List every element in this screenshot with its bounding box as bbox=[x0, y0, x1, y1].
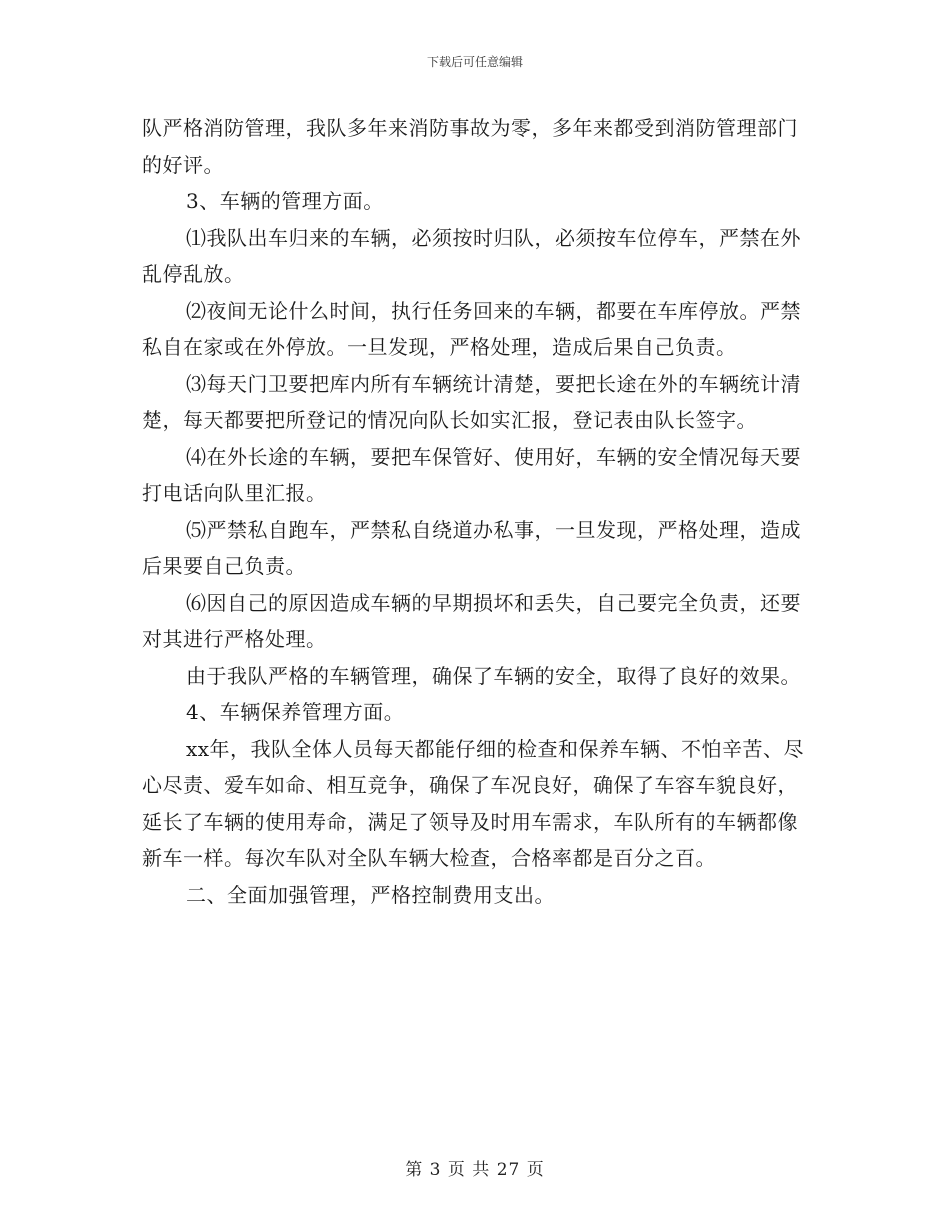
page-header: 下载后可任意编辑 bbox=[426, 55, 523, 69]
paragraph-8: ⑹因自己的原因造成车辆的早期损坏和丢失，自己要完全负责，还要对其进行严格处理。 bbox=[142, 590, 801, 651]
paragraph-3: ⑴我队出车归来的车辆，必须按时归队，必须按车位停车，严禁在外乱停乱放。 bbox=[142, 225, 801, 286]
paragraph-1: 队严格消防管理，我队多年来消防事故为零，多年来都受到消防管理部门的好评。 bbox=[142, 116, 798, 177]
paragraph-2: 3、车辆的管理方面。 bbox=[186, 189, 384, 213]
paragraph-4: ⑵夜间无论什么时间，执行任务回来的车辆，都要在车库停放。严禁私自在家或在外停放。一旦发现，严格处理，造成后果自己负责。 bbox=[142, 298, 801, 359]
paragraph-6: ⑷在外长途的车辆，要把车保管好、使用好，车辆的安全情况每天要打电话向队里汇报。 bbox=[142, 444, 801, 505]
page-number-footer: 第 3 页 共 27 页 bbox=[405, 1160, 545, 1180]
paragraph-12: 二、全面加强管理，严格控制费用支出。 bbox=[186, 882, 555, 907]
paragraph-11: xx年，我队全体人员每天都能仔细的检查和保养车辆、不怕辛苦、尽心尽责、爱车如命、相互竞争，确保了车况良好，确保了车容车貌良好，延长了车辆的使用寿命，满足了领导及时用车需求，车队所有的车辆都像新车一样。每次车队对全队车辆大检查，合格率都是百分之百。 bbox=[142, 736, 805, 870]
paragraph-9: 由于我队严格的车辆管理，确保了车辆的安全，取得了良好的效果。 bbox=[186, 663, 801, 688]
paragraph-7: ⑸严禁私自跑车，严禁私自绕道办私事，一旦发现，严格处理，造成后果要自己负责。 bbox=[142, 517, 801, 578]
paragraph-5: ⑶每天门卫要把库内所有车辆统计清楚，要把长途在外的车辆统计清楚，每天都要把所登记的情况向队长如实汇报，登记表由队长签字。 bbox=[142, 371, 801, 432]
document-body bbox=[142, 110, 817, 913]
paragraph-10: 4、车辆保养管理方面。 bbox=[186, 700, 405, 724]
